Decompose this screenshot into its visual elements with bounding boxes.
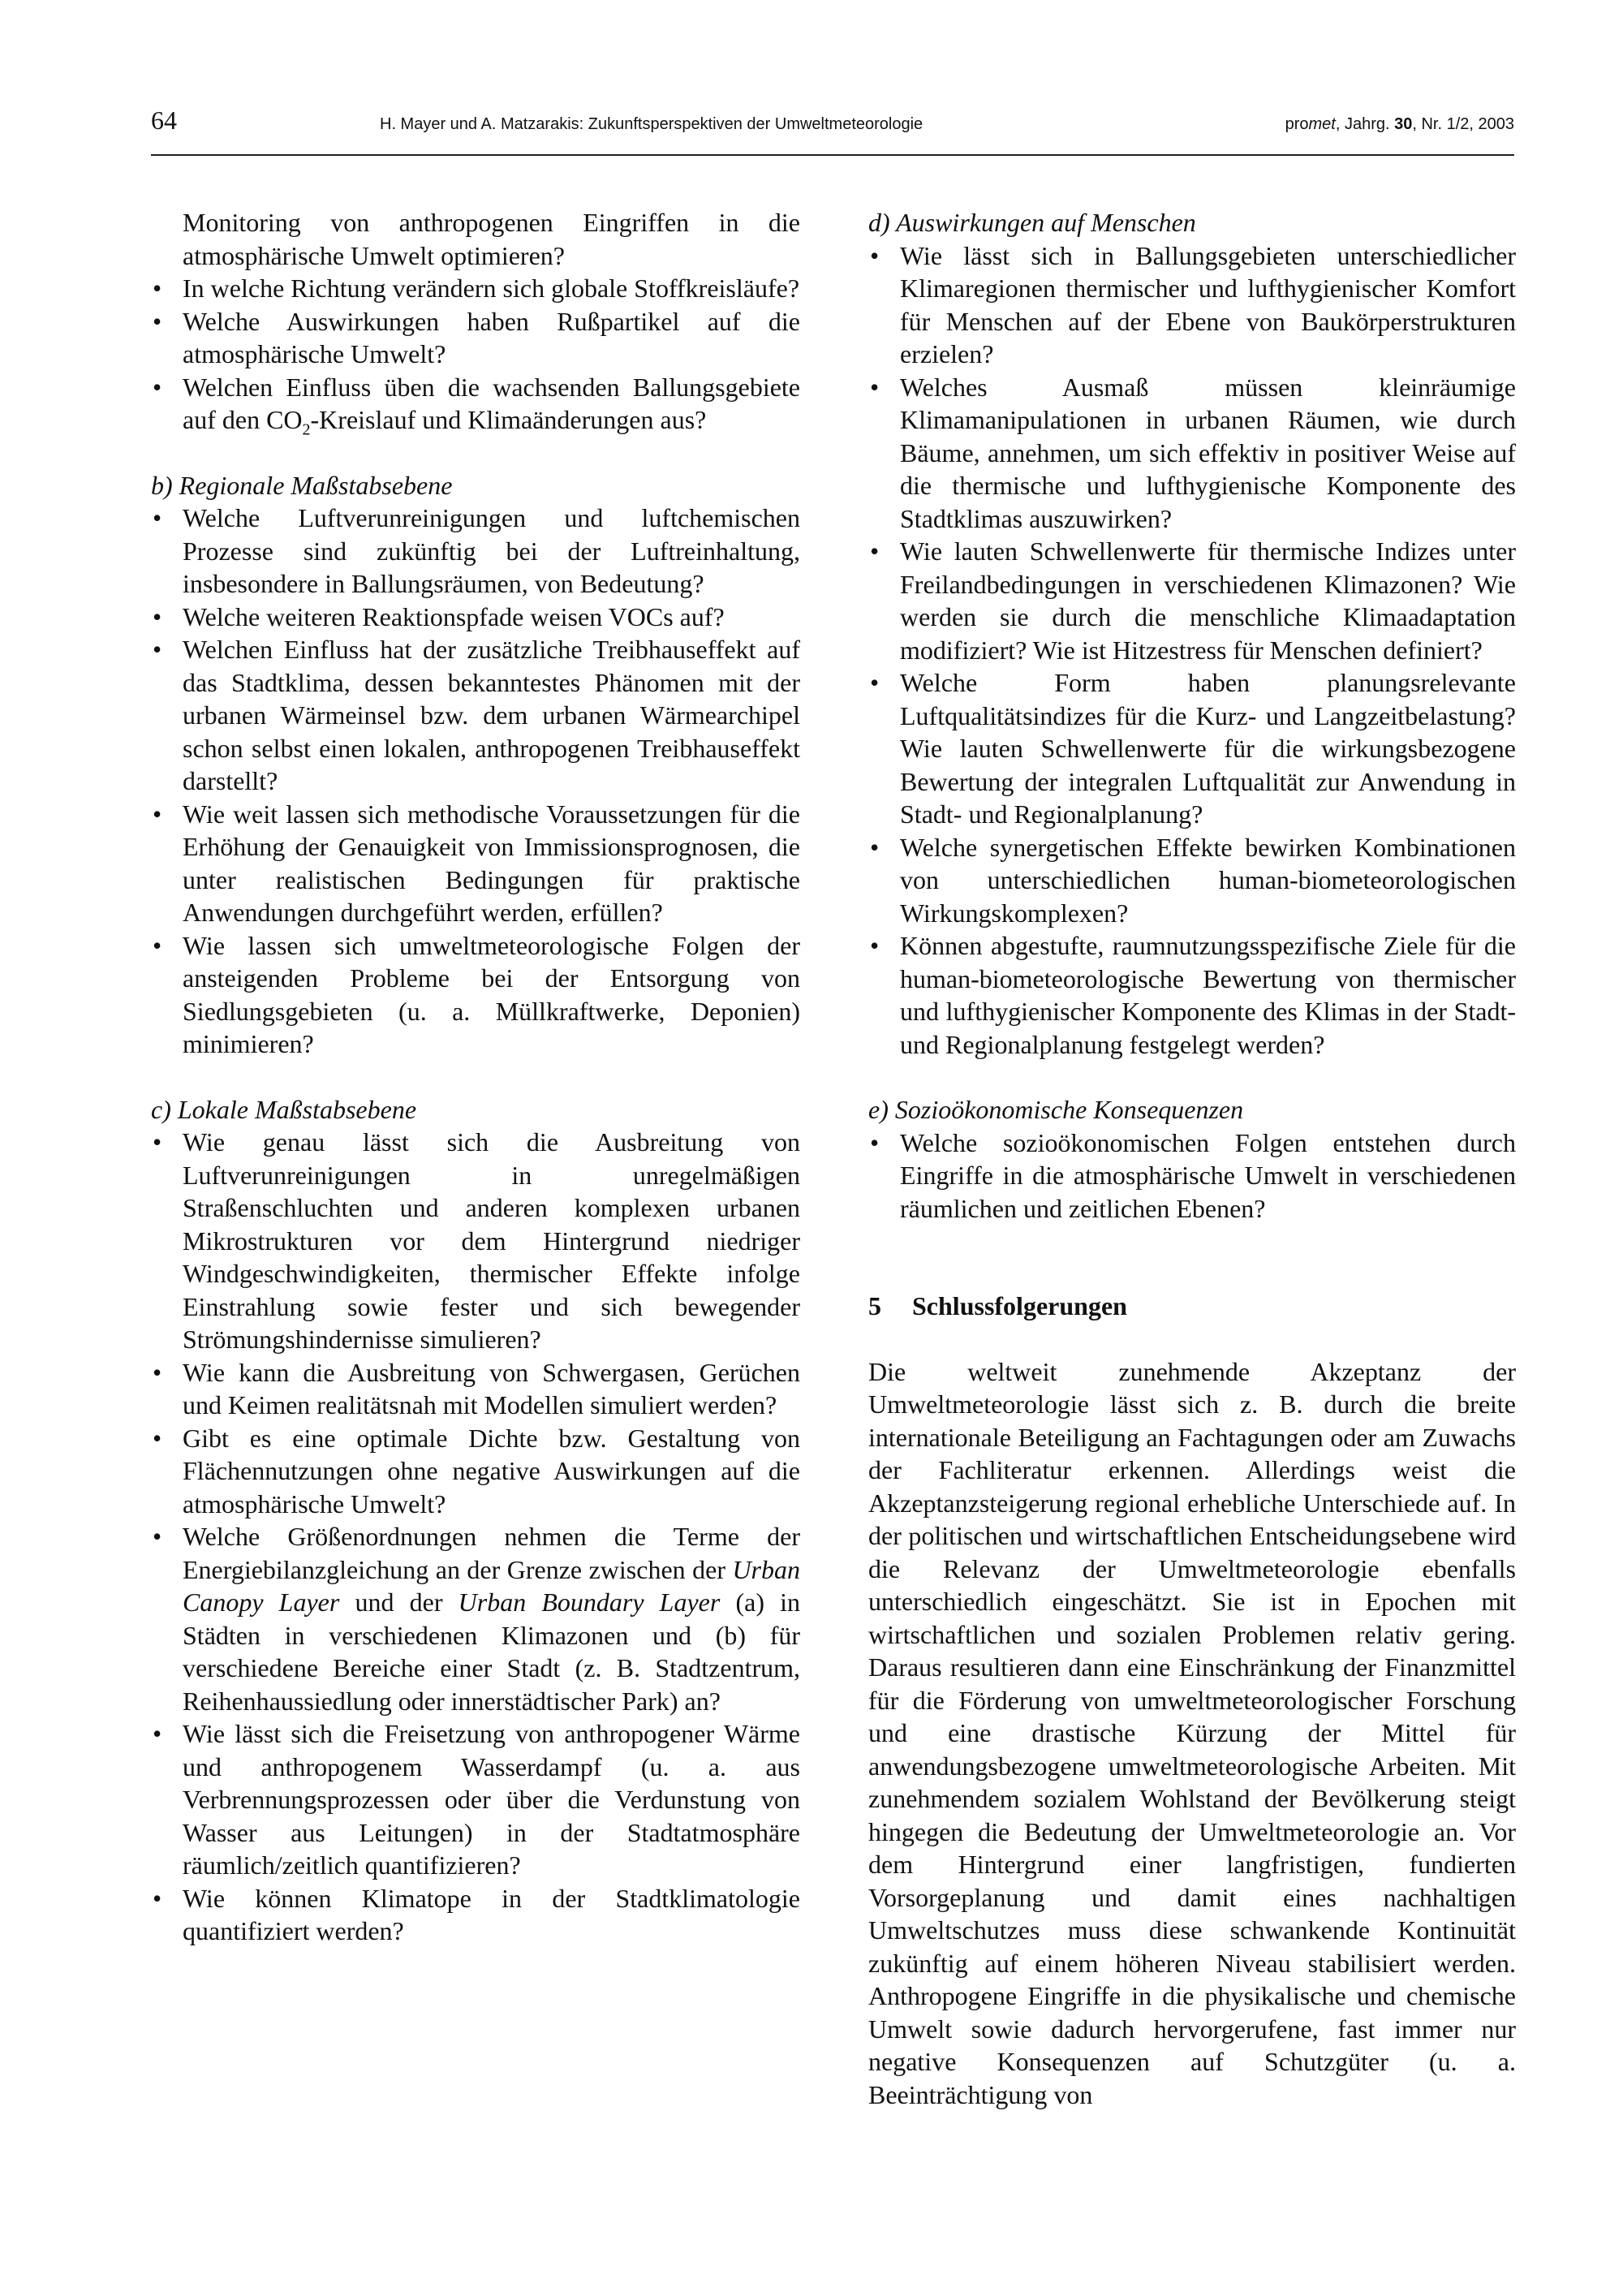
list-item-co2 (151, 371, 800, 437)
running-header (151, 106, 1514, 141)
list-item: • Welches Ausmaß müssen kleinräumige Klimamanipulationen in urbanen Räumen, wie durch Bäume, annehmen, um sich effektiv in positiver Weise auf die thermische und lufthygienische Komponente des Stadtklimas auszuwirken? (868, 371, 1516, 536)
list-item: • Gibt es eine optimale Dichte bzw. Gestaltung von Flächennutzungen ohne negative Auswirkungen auf die atmosphärische Umwelt? (151, 1422, 800, 1521)
section-heading (868, 1290, 1516, 1323)
co2-subscript: 2 (302, 420, 311, 439)
co2-text-post: -Kreislauf und Klimaänderungen aus? (310, 405, 707, 434)
list-item: • Wie lässt sich in Ballungsgebieten unterschiedlicher Klimaregionen thermischer und lufthygienischer Komfort für Menschen auf der Ebene von Baukörperstrukturen erzielen? (868, 239, 1516, 371)
list-item: • Wie kann die Ausbreitung von Schwergasen, Gerüchen und Keimen realitätsnah mit Modellen simuliert werden? (151, 1356, 800, 1422)
list-item: • Wie genau lässt sich die Ausbreitung von Luftverunreinigungen in unregelmäßigen Straßenschluchten und anderen komplexen urbanen Mikrostrukturen vor dem Hintergrund niedriger Windgeschwindigkeiten, thermischer Effekte infolge Einstrahlung sowie fester und sich bewegender Strömungshindernisse simulieren? (151, 1126, 800, 1356)
header-rule (151, 154, 1514, 156)
page-number: 64 (151, 106, 177, 135)
list-item: • Welche synergetischen Effekte bewirken Kombinationen von unterschiedlichen human-biometeorologischen Wirkungskomplexen? (868, 831, 1516, 930)
body-paragraph: Die weltweit zunehmende Akzeptanz der Umweltmeteorologie lässt sich z. B. durch die breite internationale Beteiligung an Fachtagungen oder am Zuwachs der Fachliteratur erkennen. Allerdings weist die Akzeptanzsteigerung regional erhebliche Unterschiede auf. In der politischen und wirtschaftlichen Entscheidungsebene wird die Relevanz der Umweltmeteorologie ebenfalls unterschiedlich eingeschätzt. Sie ist in Epochen mit wirtschaftlichen und sozialen Problemen relativ gering. Daraus resultieren dann eine Einschränkung der Finanzmittel für die Förderung von umweltmeteorologischer Forschung und eine drastische Kürzung der Mittel für anwendungsbezogene umweltmeteorologische Arbeiten. Mit zunehmendem sozialem Wohlstand der Bevölkerung steigt hingegen die Bedeutung der Umweltmeteorologie an. Vor dem Hintergrund einer langfristigen, fundierten Vorsorgeplanung und damit eines nachhaltigen Umweltschutzes muss diese schwankende Kontinuität zukünftig auf einem höheren Niveau stabilisiert werden. Anthropogene Eingriffe in die physikalische und chemische Umwelt sowie dadurch hervorgerufene, fast immer nur negative Konsequenzen auf Schutzgüter (u. a. Beeinträchtigung von (868, 1356, 1516, 2109)
journal-name-met: met (1308, 115, 1336, 133)
a-list (151, 272, 800, 437)
c-list (151, 1126, 800, 1948)
subsection-heading-b: b) Regionale Maßstabsebene (151, 470, 453, 500)
text-span: (a) in Städten in verschiedenen Klimazonen und (b) für verschiedene Bereiche einer Stadt (z. B. Stadtzentrum, Reihenhaussiedlung oder innerstädtischer Park) an? (183, 1587, 801, 1716)
journal-issue: , Nr. 1/2, 2003 (1412, 115, 1514, 133)
list-item: • Welche Form haben planungsrelevante Luftqualitätsindizes für die Kurz- und Langzeitbelastung? Wie lauten Schwellenwerte für die wirkungsbezogene Bewertung der integralen Luftqualität zur Anwendung in Stadt- und Regionalplanung? (868, 666, 1516, 831)
list-item: • Welche Auswirkungen haben Rußpartikel auf die atmosphärische Umwelt? (151, 305, 800, 371)
section-number: 5 (868, 1291, 881, 1320)
d-list (868, 239, 1516, 1062)
header-authors-title: H. Mayer und A. Matzarakis: Zukunftsperspektiven der Umweltmeteorologie (380, 115, 923, 133)
list-item: • Welche weiteren Reaktionspfade weisen VOCs auf? (151, 601, 800, 634)
subsection-heading-e: e) Sozioökonomische Konsequenzen (868, 1095, 1244, 1124)
italic-term: Urban Boundary Layer (458, 1587, 721, 1617)
list-item: • Wie lassen sich umweltmeteorologische Folgen der ansteigenden Probleme bei der Entsorgung von Siedlungsgebieten (u. a. Müllkraftwerke, Deponien) minimieren? (151, 929, 800, 1061)
b-list (151, 502, 800, 1061)
co2-text-pre: Welchen Einfluss üben die wachsenden Ballungsgebiete auf den CO (183, 372, 800, 434)
right-column (868, 206, 1516, 2111)
list-item-energy-balance (151, 1520, 800, 1717)
subsection-heading-c: c) Lokale Maßstabsebene (151, 1094, 417, 1124)
list-item: • Welche Luftverunreinigungen und luftchemischen Prozesse sind zukünftig bei der Luftreinhaltung, insbesondere in Ballungsräumen, von Bedeutung? (151, 502, 800, 601)
list-item: • Welchen Einfluss hat der zusätzliche Treibhauseffekt auf das Stadtklima, dessen bekanntestes Phänomen mit der urbanen Wärmeinsel bzw. dem urbanen Wärmearchipel schon selbst einen lokalen, anthropogenen Treibhauseffekt darstellt? (151, 633, 800, 798)
text-span: und der (339, 1587, 458, 1617)
subsection-heading-d: d) Auswirkungen auf Menschen (868, 208, 1196, 237)
list-item: • Wie lässt sich die Freisetzung von anthropogener Wärme und anthropogenem Wasserdampf (u. a. aus Verbrennungsprozessen oder über die Verdunstung von Wasser aus Leitungen) in der Stadtatmosphäre räumlich/zeitlich quantifizieren? (151, 1717, 800, 1882)
italic-term: Urban Canopy Layer (183, 1554, 800, 1617)
left-column (151, 206, 800, 1948)
journal-year: , Jahrg. (1335, 115, 1395, 133)
list-item: • Wie lauten Schwellenwerte für thermische Indizes unter Freilandbedingungen in verschiedenen Klimazonen? Wie werden sie durch die menschliche Klimaadaptation modifiziert? Wie ist Hitzestress für Menschen definiert? (868, 535, 1516, 666)
journal-volume: 30 (1394, 115, 1413, 133)
e-list (868, 1126, 1516, 1226)
journal-name-pro: pro (1285, 115, 1309, 133)
list-item: • In welche Richtung verändern sich globale Stoffkreisläufe? (151, 272, 800, 305)
intro-continuation: Monitoring von anthropogenen Eingriffen in die atmosphärische Umwelt optimieren? (183, 208, 800, 270)
header-journal (1285, 115, 1514, 134)
section-title: Schlussfolgerungen (912, 1291, 1127, 1320)
text-span: Welche Größenordnungen nehmen die Terme der Energiebilanzgleichung an der Grenze zwischen der (183, 1522, 800, 1584)
list-item: • Können abgestufte, raumnutzungsspezifische Ziele für die human-biometeorologische Bewertung von thermischer und lufthygienischer Komponente des Klimas in der Stadt- und Regionalplanung festgelegt werden? (868, 929, 1516, 1061)
list-item: • Wie können Klimatope in der Stadtklimatologie quantifiziert werden? (151, 1882, 800, 1948)
list-item: • Welche sozioökonomischen Folgen entstehen durch Eingriffe in die atmosphärische Umwelt in verschiedenen räumlichen und zeitlichen Ebenen? (868, 1126, 1516, 1226)
list-item: • Wie weit lassen sich methodische Voraussetzungen für die Erhöhung der Genauigkeit von Immissionsprognosen, die unter realistischen Bedingungen für praktische Anwendungen durchgeführt werden, erfüllen? (151, 798, 800, 929)
